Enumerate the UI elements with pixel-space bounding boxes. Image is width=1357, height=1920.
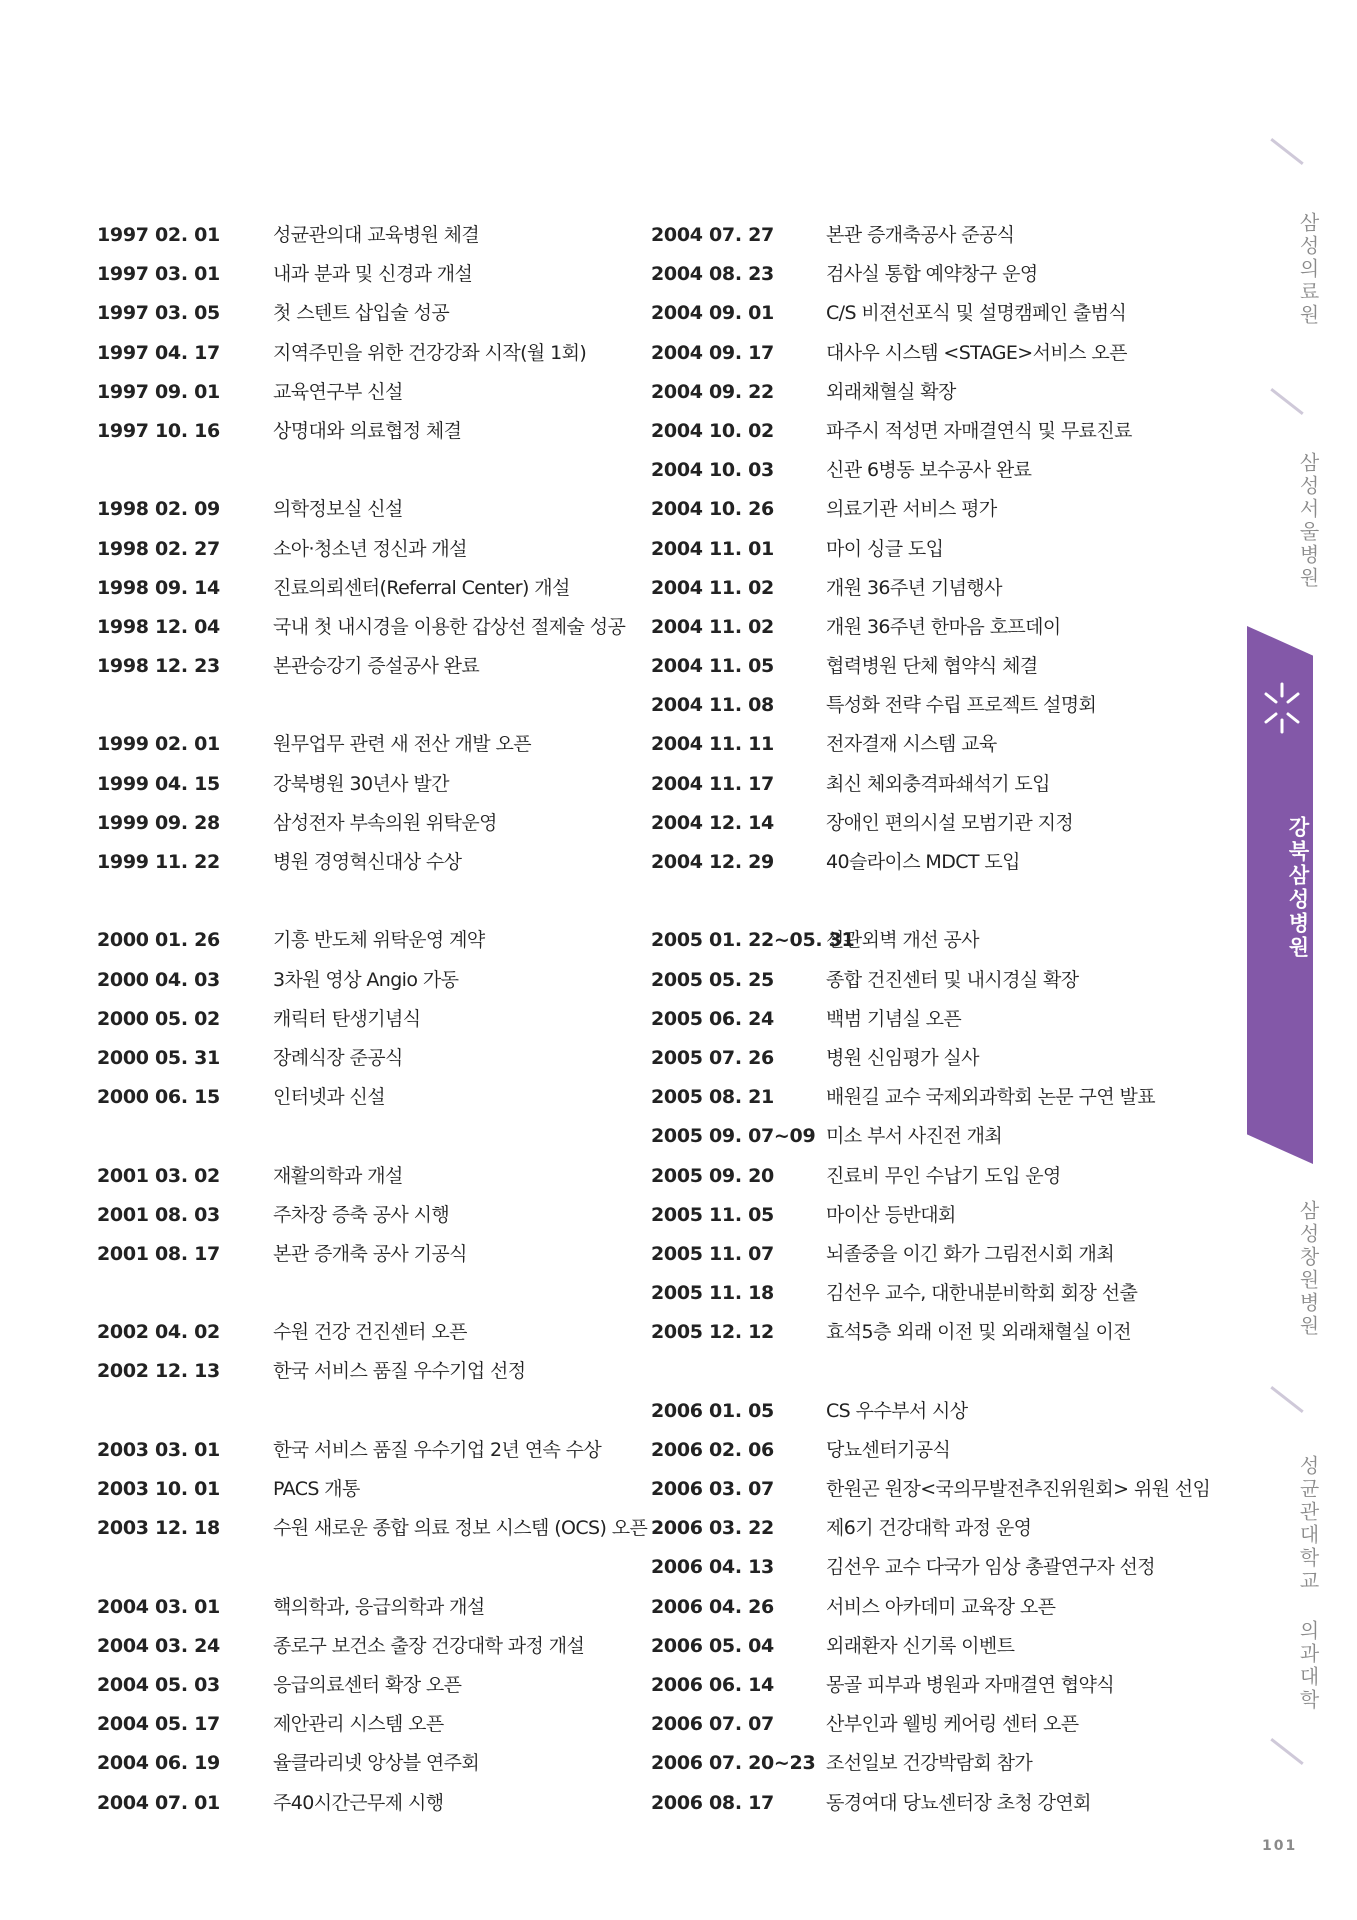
- timeline-date: 2006 05. 04: [651, 1634, 774, 1657]
- timeline-event: 백범 기념실 오픈: [826, 1007, 962, 1030]
- timeline-row: [97, 1705, 657, 1744]
- timeline-event: 김선우 교수, 대한내분비학회 회장 선출: [826, 1282, 1138, 1305]
- divider-slash: [1270, 138, 1303, 165]
- timeline-row: [651, 1274, 1211, 1313]
- timeline-date: 2004 10. 26: [651, 498, 774, 521]
- timeline-event: CS 우수부서 시상: [826, 1399, 968, 1422]
- timeline-row: [97, 1039, 657, 1078]
- timeline-date: 2006 07. 07: [651, 1713, 774, 1736]
- timeline-event: 진료의뢰센터(Referral Center) 개설: [273, 576, 570, 599]
- timeline-row: [97, 412, 657, 451]
- timeline-date: 2003 12. 18: [97, 1517, 220, 1540]
- timeline-row: [651, 1744, 1211, 1783]
- timeline-event: 신관 6병동 보수공사 완료: [826, 459, 1032, 482]
- timeline-date: 2005 05. 25: [651, 968, 774, 991]
- timeline-date: 2006 04. 26: [651, 1595, 774, 1618]
- timeline-event: 동경여대 당뇨센터장 초청 강연회: [826, 1791, 1091, 1814]
- timeline-date: 2004 09. 01: [651, 302, 774, 325]
- timeline-event: 소아·청소년 정신과 개설: [273, 537, 467, 560]
- timeline-date: 2001 08. 17: [97, 1242, 220, 1265]
- timeline-event: 율클라리넷 앙상블 연주회: [273, 1752, 480, 1775]
- row-spacer: [97, 686, 657, 725]
- timeline-row: [651, 1117, 1211, 1156]
- timeline-row: [651, 1000, 1211, 1039]
- timeline-event: 외래환자 신기록 이벤트: [826, 1634, 1015, 1657]
- row-spacer: [97, 882, 657, 921]
- timeline-row: [97, 765, 657, 804]
- timeline-row: [651, 1470, 1211, 1509]
- timeline-date: 2004 11. 05: [651, 655, 774, 678]
- timeline-date: 2004 12. 14: [651, 811, 774, 834]
- row-spacer: [97, 1392, 657, 1431]
- timeline-date: 1999 04. 15: [97, 772, 220, 795]
- timeline-right-column: [651, 216, 1211, 1823]
- timeline-date: 2004 11. 08: [651, 694, 774, 717]
- timeline-event: 종로구 보건소 출장 건강대학 과정 개설: [273, 1634, 585, 1657]
- timeline-row: [97, 373, 657, 412]
- row-spacer: [97, 1274, 657, 1313]
- timeline-event: 몽골 피부과 병원과 자매결연 협약식: [826, 1673, 1115, 1696]
- timeline-event: 효석5층 외래 이전 및 외래채혈실 이전: [826, 1321, 1131, 1344]
- timeline-date: 2005 11. 07: [651, 1242, 774, 1265]
- timeline-event: 장애인 편의시설 모범기관 지정: [826, 811, 1074, 834]
- timeline-event: 캐릭터 탄생기념식: [273, 1007, 421, 1030]
- timeline-row: [651, 216, 1211, 255]
- timeline-event: 지역주민을 위한 건강강좌 시작(월 1회): [273, 341, 587, 364]
- timeline-row: [651, 608, 1211, 647]
- timeline-row: [651, 765, 1211, 804]
- timeline-row: [97, 1078, 657, 1117]
- timeline-event: 수원 새로운 종합 의료 정보 시스템 (OCS) 오픈: [273, 1517, 648, 1540]
- page-number: 101: [1262, 1838, 1298, 1854]
- timeline-date: 2004 09. 22: [651, 380, 774, 403]
- timeline-event: 마이산 등반대회: [826, 1203, 956, 1226]
- timeline-date: 1998 09. 14: [97, 576, 220, 599]
- timeline-event: 주40시간근무제 시행: [273, 1791, 444, 1814]
- timeline-row: [651, 1627, 1211, 1666]
- timeline-event: 기흥 반도체 위탁운영 계약: [273, 929, 485, 952]
- timeline-event: 의료기관 서비스 평가: [826, 498, 997, 521]
- timeline-date: 2004 10. 02: [651, 419, 774, 442]
- timeline-date: 2000 01. 26: [97, 929, 220, 952]
- timeline-event: 종합 건진센터 및 내시경실 확장: [826, 968, 1079, 991]
- timeline-row: [651, 1392, 1211, 1431]
- timeline-date: 2005 08. 21: [651, 1086, 774, 1109]
- timeline-row: [97, 1744, 657, 1783]
- timeline-row: [97, 1627, 657, 1666]
- timeline-event: 당뇨센터기공식: [826, 1438, 951, 1461]
- timeline-event: 의학정보실 신설: [273, 498, 403, 521]
- timeline-date: 2003 10. 01: [97, 1478, 220, 1500]
- timeline-date: 1997 04. 17: [97, 341, 220, 364]
- timeline-date: 1998 12. 04: [97, 615, 220, 638]
- timeline-row: [97, 1235, 657, 1274]
- timeline-row: [651, 1039, 1211, 1078]
- timeline-date: 2004 03. 01: [97, 1595, 220, 1618]
- timeline-date: 2005 12. 12: [651, 1321, 774, 1344]
- timeline-row: [651, 1431, 1211, 1470]
- timeline-date: 1999 11. 22: [97, 851, 220, 873]
- row-spacer: [97, 451, 657, 490]
- timeline-date: 2005 11. 05: [651, 1203, 774, 1226]
- timeline-date: 2003 03. 01: [97, 1438, 220, 1461]
- timeline-event: 내과 분과 및 신경과 개설: [273, 263, 473, 286]
- timeline-event: 상명대와 의료협정 체결: [273, 419, 462, 442]
- timeline-event: 주차장 증축 공사 시행: [273, 1203, 450, 1226]
- timeline-row: [97, 255, 657, 294]
- timeline-date: 2006 06. 14: [651, 1673, 774, 1696]
- timeline-row: [97, 804, 657, 843]
- timeline-date: 2004 10. 03: [651, 459, 774, 482]
- timeline-event: 국내 첫 내시경을 이용한 갑상선 절제술 성공: [273, 615, 626, 638]
- timeline-left-column: [97, 216, 657, 1823]
- timeline-event: 검사실 통합 예약창구 운영: [826, 263, 1038, 286]
- timeline-date: 2004 05. 03: [97, 1673, 220, 1696]
- timeline-date: 2005 01. 22~05. 31: [651, 929, 855, 952]
- timeline-event: 특성화 전략 수립 프로젝트 설명회: [826, 694, 1097, 717]
- timeline-date: 2005 07. 26: [651, 1046, 774, 1069]
- timeline-row: [651, 294, 1211, 333]
- timeline-row: [651, 921, 1211, 960]
- timeline-row: [97, 843, 657, 882]
- nav-tab-samsung-medical-center[interactable]: 삼성의료원: [1296, 212, 1320, 327]
- timeline-event: 병원 경영혁신대상 수상: [273, 851, 462, 873]
- timeline-date: 1997 10. 16: [97, 419, 220, 442]
- timeline-date: 2005 06. 24: [651, 1007, 774, 1030]
- timeline-date: 2006 03. 07: [651, 1478, 774, 1500]
- timeline-event: 대사우 시스템 <STAGE>서비스 오픈: [826, 341, 1127, 364]
- row-spacer: [97, 1117, 657, 1156]
- timeline-row: [651, 843, 1211, 882]
- timeline-row: [97, 1509, 657, 1548]
- timeline-date: 2004 03. 24: [97, 1634, 220, 1657]
- timeline-date: 2005 09. 07~09: [651, 1125, 816, 1148]
- timeline-row: [651, 1235, 1211, 1274]
- timeline-event: 진료비 무인 수납기 도입 운영: [826, 1164, 1061, 1187]
- timeline-date: 1998 12. 23: [97, 655, 220, 678]
- timeline-date: 2006 02. 06: [651, 1438, 774, 1461]
- timeline-date: 1998 02. 27: [97, 537, 220, 560]
- timeline-row: [651, 1548, 1211, 1587]
- timeline-event: 조선일보 건강박람회 참가: [826, 1752, 1033, 1775]
- timeline-event: 최신 체외충격파쇄석기 도입: [826, 772, 1050, 795]
- timeline-event: 한국 서비스 품질 우수기업 2년 연속 수상: [273, 1438, 602, 1461]
- timeline-event: 3차원 영상 Angio 가동: [273, 968, 459, 991]
- timeline-event: 원무업무 관련 새 전산 개발 오픈: [273, 733, 532, 756]
- row-spacer: [651, 1352, 1211, 1391]
- row-spacer: [651, 882, 1211, 921]
- timeline-date: 1999 09. 28: [97, 811, 220, 834]
- timeline-event: 한원곤 원장<국의무발전추진위원회> 위원 선임: [826, 1478, 1211, 1500]
- nav-tab-samsung-seoul-hospital[interactable]: 삼성서울병원: [1296, 452, 1320, 590]
- nav-tab-samsung-changwon-hospital[interactable]: 삼성창원병원: [1296, 1200, 1320, 1338]
- timeline-row: [651, 1588, 1211, 1627]
- timeline-row: [97, 1666, 657, 1705]
- timeline-date: 2001 03. 02: [97, 1164, 220, 1187]
- timeline-date: 2005 09. 20: [651, 1164, 774, 1187]
- timeline-row: [651, 1196, 1211, 1235]
- timeline-row: [651, 725, 1211, 764]
- timeline-event: 김선우 교수 다국가 임상 총괄연구자 선정: [826, 1556, 1156, 1579]
- asterisk-icon: [1262, 680, 1302, 736]
- timeline-event: 산부인과 웰빙 케어링 센터 오픈: [826, 1713, 1079, 1736]
- timeline-event: C/S 비젼선포식 및 설명캠페인 출범식: [826, 302, 1127, 325]
- timeline-row: [651, 569, 1211, 608]
- timeline-event: 성균관의대 교육병원 체결: [273, 224, 480, 246]
- timeline-date: 2000 05. 02: [97, 1007, 220, 1030]
- timeline-date: 2004 11. 17: [651, 772, 774, 795]
- timeline-event: 협력병원 단체 협약식 체결: [826, 655, 1038, 678]
- timeline-event: 뇌졸중을 이긴 화가 그림전시회 개최: [826, 1242, 1115, 1265]
- row-spacer: [97, 1548, 657, 1587]
- timeline-date: 1997 03. 01: [97, 263, 220, 286]
- timeline-row: [97, 569, 657, 608]
- timeline-row: [97, 1784, 657, 1823]
- timeline-row: [97, 530, 657, 569]
- timeline-date: 2004 07. 01: [97, 1791, 220, 1814]
- timeline-row: [97, 1000, 657, 1039]
- timeline-row: [97, 608, 657, 647]
- timeline-row: [97, 216, 657, 255]
- timeline-event: 개원 36주년 기념행사: [826, 576, 1002, 599]
- timeline-row: [97, 647, 657, 686]
- timeline-event: 응급의료센터 확장 오픈: [273, 1673, 462, 1696]
- timeline-date: 1997 09. 01: [97, 380, 220, 403]
- timeline-row: [651, 1666, 1211, 1705]
- timeline-row: [651, 1078, 1211, 1117]
- timeline-event: 개원 36주년 한마음 호프데이: [826, 615, 1061, 638]
- timeline-date: 2006 07. 20~23: [651, 1752, 816, 1775]
- timeline-row: [651, 804, 1211, 843]
- timeline-date: 2006 01. 05: [651, 1399, 774, 1422]
- timeline-event: 본관 증개축공사 준공식: [826, 224, 1015, 246]
- timeline-event: 제6기 건강대학 과정 운영: [826, 1517, 1032, 1540]
- timeline-row: [651, 686, 1211, 725]
- timeline-date: 2006 04. 13: [651, 1556, 774, 1579]
- nav-tab-skku-medicine[interactable]: 성균관대학교 의과대학: [1296, 1455, 1320, 1712]
- timeline-date: 2000 05. 31: [97, 1046, 220, 1069]
- timeline-row: [651, 255, 1211, 294]
- timeline-row: [651, 1509, 1211, 1548]
- timeline-date: 2004 11. 02: [651, 576, 774, 599]
- timeline-event: 핵의학과, 응급의학과 개설: [273, 1595, 485, 1618]
- timeline-date: 2004 11. 02: [651, 615, 774, 638]
- timeline-event: 재활의학과 개설: [273, 1164, 403, 1187]
- timeline-row: [97, 961, 657, 1000]
- timeline-date: 2004 08. 23: [651, 263, 774, 286]
- timeline-event: 수원 건강 건진센터 오픈: [273, 1321, 467, 1344]
- timeline-row: [97, 1196, 657, 1235]
- timeline-date: 2004 06. 19: [97, 1752, 220, 1775]
- timeline-event: 40슬라이스 MDCT 도입: [826, 851, 1020, 873]
- timeline-event: 마이 싱글 도입: [826, 537, 944, 560]
- timeline-event: 전자결재 시스템 교육: [826, 733, 997, 756]
- timeline-event: 서비스 아카데미 교육장 오픈: [826, 1595, 1056, 1618]
- timeline-row: [97, 1157, 657, 1196]
- timeline-event: 첫 스텐트 삽입술 성공: [273, 302, 450, 325]
- timeline-row: [97, 490, 657, 529]
- timeline-date: 1997 02. 01: [97, 224, 220, 246]
- timeline-row: [651, 451, 1211, 490]
- timeline-row: [97, 1431, 657, 1470]
- timeline-date: 2004 12. 29: [651, 851, 774, 873]
- timeline-event: 제안관리 시스템 오픈: [273, 1713, 444, 1736]
- timeline-date: 2002 04. 02: [97, 1321, 220, 1344]
- timeline-date: 1998 02. 09: [97, 498, 220, 521]
- timeline-event: 미소 부서 사진전 개최: [826, 1125, 1003, 1148]
- timeline-event: 병원 신임평가 실사: [826, 1046, 979, 1069]
- timeline-event: 본관 증개축 공사 기공식: [273, 1242, 467, 1265]
- timeline-date: 1999 02. 01: [97, 733, 220, 756]
- timeline-date: 2002 12. 13: [97, 1360, 220, 1383]
- timeline-event: 강북병원 30년사 발간: [273, 772, 449, 795]
- timeline-date: 2006 08. 17: [651, 1791, 774, 1814]
- timeline-event: 교육연구부 신설: [273, 380, 403, 403]
- timeline-date: 2006 03. 22: [651, 1517, 774, 1540]
- divider-slash: [1270, 388, 1303, 415]
- timeline-row: [651, 530, 1211, 569]
- timeline-date: 2004 09. 17: [651, 341, 774, 364]
- timeline-row: [651, 647, 1211, 686]
- timeline-row: [651, 961, 1211, 1000]
- nav-tab-kangbuk-samsung-hospital[interactable]: 강북삼성병원: [1286, 816, 1310, 960]
- divider-slash: [1270, 1738, 1303, 1765]
- timeline-event: 인터넷과 신설: [273, 1086, 385, 1109]
- timeline-row: [97, 1470, 657, 1509]
- timeline-date: 2000 04. 03: [97, 968, 220, 991]
- timeline-row: [97, 921, 657, 960]
- timeline-event: 본관승강기 증설공사 완료: [273, 655, 480, 678]
- timeline-date: 1997 03. 05: [97, 302, 220, 325]
- timeline-row: [651, 1157, 1211, 1196]
- timeline-row: [651, 490, 1211, 529]
- timeline-date: 2004 11. 01: [651, 537, 774, 560]
- timeline-row: [651, 412, 1211, 451]
- timeline-row: [97, 294, 657, 333]
- timeline-event: 삼성전자 부속의원 위탁운영: [273, 811, 497, 834]
- timeline-event: 외래채혈실 확장: [826, 380, 956, 403]
- timeline-date: 2004 07. 27: [651, 224, 774, 246]
- timeline-date: 2000 06. 15: [97, 1086, 220, 1109]
- timeline-event: 파주시 적성면 자매결연식 및 무료진료: [826, 419, 1132, 442]
- timeline-row: [97, 1588, 657, 1627]
- timeline-date: 2005 11. 18: [651, 1282, 774, 1305]
- timeline-date: 2004 05. 17: [97, 1713, 220, 1736]
- timeline-event: 한국 서비스 품질 우수기업 선정: [273, 1360, 526, 1383]
- timeline-row: [651, 1705, 1211, 1744]
- timeline-row: [651, 334, 1211, 373]
- timeline-row: [97, 1313, 657, 1352]
- timeline-event: PACS 개통: [273, 1478, 360, 1500]
- timeline-date: 2004 11. 11: [651, 733, 774, 756]
- timeline-row: [651, 1313, 1211, 1352]
- divider-slash: [1270, 1386, 1303, 1413]
- timeline-row: [97, 725, 657, 764]
- timeline-date: 2001 08. 03: [97, 1203, 220, 1226]
- timeline-event: 장례식장 준공식: [273, 1046, 403, 1069]
- timeline-row: [651, 1784, 1211, 1823]
- timeline-event: 신관외벽 개선 공사: [826, 929, 979, 952]
- timeline-row: [97, 334, 657, 373]
- timeline-row: [651, 373, 1211, 412]
- timeline-row: [97, 1352, 657, 1391]
- timeline-event: 배원길 교수 국제외과학회 논문 구연 발표: [826, 1086, 1156, 1109]
